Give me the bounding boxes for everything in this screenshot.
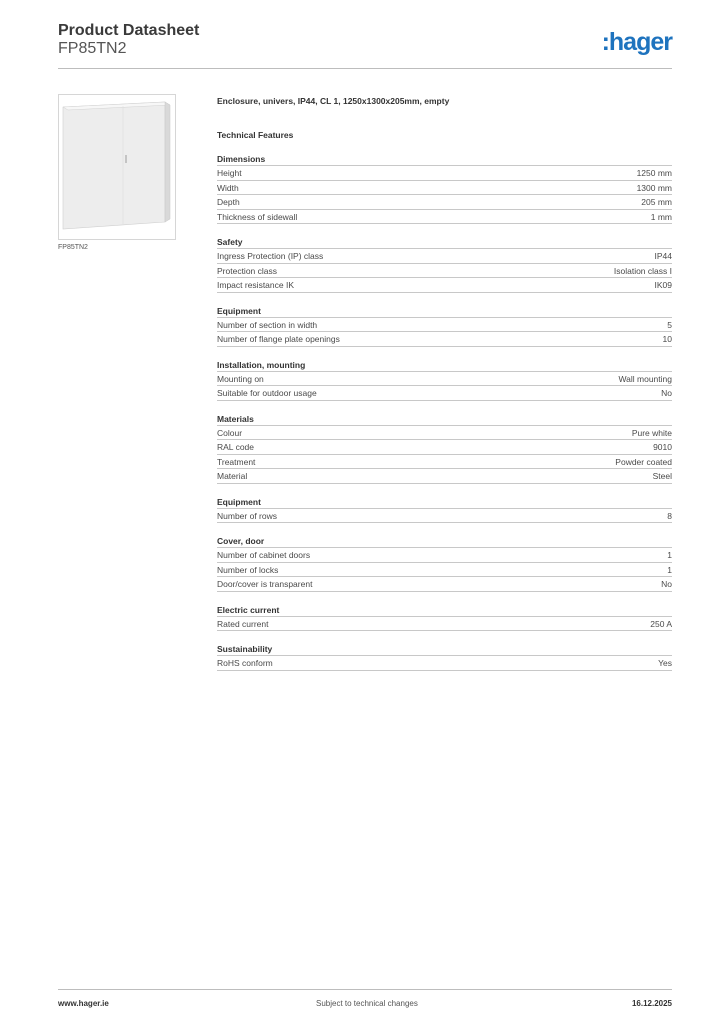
spec-row	[217, 656, 672, 671]
feature-sections	[217, 153, 672, 671]
footer-date: 16.12.2025	[631, 999, 672, 1008]
spec-value: 1300 mm	[636, 182, 672, 193]
spec-label: Depth	[217, 197, 240, 207]
section-title: Equipment	[217, 305, 672, 318]
spec-row	[217, 440, 672, 455]
spec-section	[217, 359, 672, 401]
spec-label: Door/cover is transparent	[217, 579, 313, 589]
spec-row	[217, 386, 672, 401]
technical-features-heading: Technical Features	[217, 130, 294, 140]
spec-label: Suitable for outdoor usage	[217, 388, 317, 398]
spec-label: Ingress Protection (IP) class	[217, 251, 324, 261]
spec-section	[217, 604, 672, 632]
spec-value: 8	[667, 510, 672, 521]
spec-label: Number of cabinet doors	[217, 550, 311, 560]
page-header	[58, 20, 672, 69]
logo-colon: :	[601, 28, 609, 56]
spec-label: Impact resistance IK	[217, 280, 295, 290]
spec-row	[217, 426, 672, 441]
footer-website: www.hager.ie	[58, 999, 109, 1008]
product-image	[58, 94, 176, 240]
spec-section	[217, 236, 672, 293]
spec-label: Mounting on	[217, 373, 264, 384]
product-description: Enclosure, univers, IP44, CL 1, 1250x1300x205mm, empty	[217, 96, 450, 106]
spec-value: 5	[667, 319, 672, 330]
spec-label: RAL code	[217, 442, 255, 452]
section-title: Safety	[217, 236, 672, 249]
spec-label: Number of rows	[217, 510, 277, 521]
spec-value: Powder coated	[615, 456, 672, 467]
section-title: Materials	[217, 413, 672, 426]
spec-value: No	[661, 579, 672, 589]
spec-label: Rated current	[217, 618, 269, 629]
spec-label: RoHS conform	[217, 658, 273, 668]
spec-row	[217, 249, 672, 264]
spec-row	[217, 509, 672, 524]
spec-row	[217, 195, 672, 210]
section-title: Dimensions	[217, 153, 672, 166]
spec-section	[217, 496, 672, 524]
spec-label: Treatment	[217, 456, 256, 467]
spec-row	[217, 332, 672, 347]
spec-label: Protection class	[217, 265, 277, 276]
spec-section	[217, 305, 672, 347]
spec-value: IK09	[654, 280, 672, 290]
spec-value: IP44	[654, 251, 672, 261]
spec-label: Width	[217, 182, 239, 193]
spec-label: Height	[217, 168, 242, 178]
spec-value: Steel	[652, 471, 672, 481]
spec-section	[217, 413, 672, 484]
spec-row	[217, 548, 672, 563]
spec-value: Isolation class I	[613, 265, 672, 276]
spec-row	[217, 563, 672, 578]
spec-row	[217, 166, 672, 181]
enclosure-illustration	[59, 95, 175, 239]
section-title: Equipment	[217, 496, 672, 509]
product-code: FP85TN2	[58, 40, 127, 57]
spec-row	[217, 318, 672, 333]
spec-label: Number of flange plate openings	[217, 334, 340, 344]
section-title: Installation, mounting	[217, 359, 672, 372]
spec-value: 205 mm	[641, 197, 672, 207]
spec-row	[217, 469, 672, 484]
footer-notice: Subject to technical changes	[316, 999, 418, 1008]
spec-value: 1 mm	[650, 211, 672, 222]
spec-value: No	[661, 388, 672, 398]
section-title: Sustainability	[217, 643, 672, 656]
spec-row	[217, 181, 672, 196]
hager-logo	[602, 28, 672, 56]
spec-row	[217, 264, 672, 279]
spec-value: 10	[662, 334, 672, 344]
section-title: Electric current	[217, 604, 672, 617]
spec-value: Pure white	[631, 427, 672, 438]
image-caption: FP85TN2	[58, 244, 88, 251]
spec-row	[217, 210, 672, 225]
spec-row	[217, 278, 672, 293]
section-title: Cover, door	[217, 535, 672, 548]
spec-section	[217, 153, 672, 224]
spec-row	[217, 455, 672, 470]
spec-value: Wall mounting	[618, 373, 672, 384]
spec-value: 1	[667, 550, 672, 560]
spec-value: 9010	[653, 442, 672, 452]
spec-value: 250 A	[650, 618, 672, 629]
spec-label: Number of locks	[217, 564, 279, 575]
technical-content	[217, 95, 672, 671]
page-title: Product Datasheet	[58, 22, 200, 39]
spec-row	[217, 617, 672, 632]
spec-section	[217, 535, 672, 592]
spec-value: 1	[667, 564, 672, 575]
spec-section	[217, 643, 672, 671]
logo-text: hager	[608, 28, 672, 56]
spec-label: Colour	[217, 427, 243, 438]
spec-row	[217, 372, 672, 387]
spec-label: Material	[217, 471, 248, 481]
spec-label: Thickness of sidewall	[217, 211, 298, 222]
page-footer	[58, 989, 672, 1014]
spec-label: Number of section in width	[217, 319, 318, 330]
spec-row	[217, 577, 672, 592]
spec-value: 1250 mm	[636, 168, 672, 178]
spec-value: Yes	[658, 658, 672, 668]
